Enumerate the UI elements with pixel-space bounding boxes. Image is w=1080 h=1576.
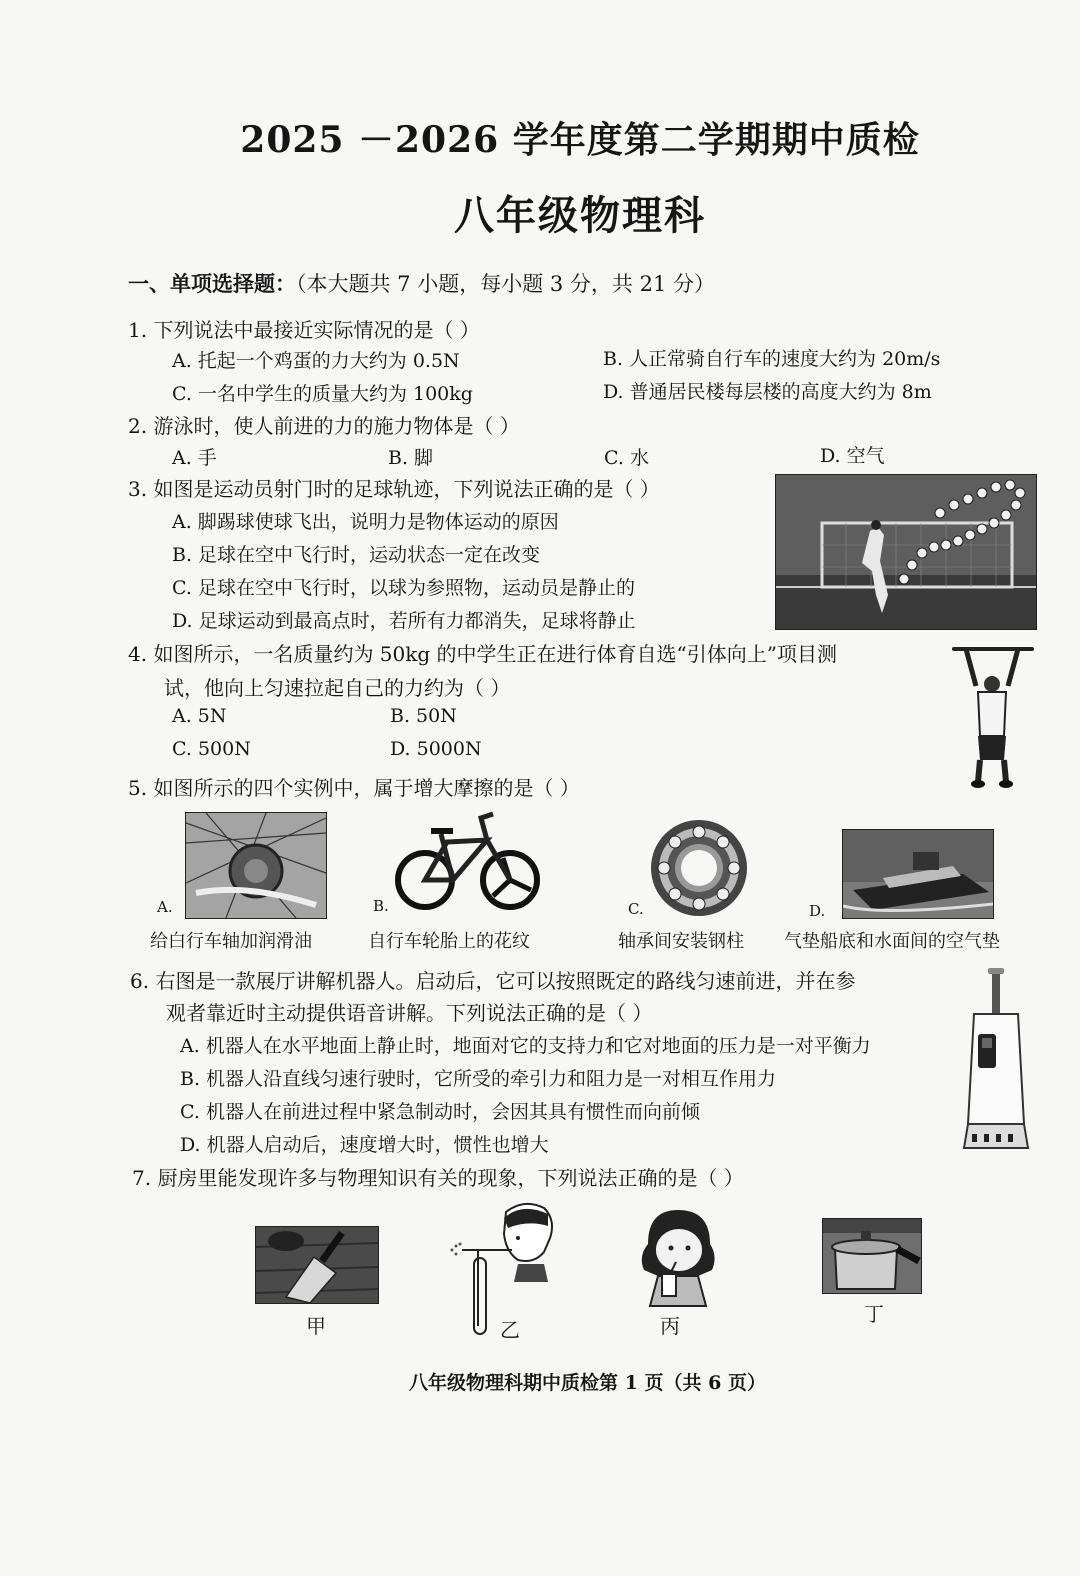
q4-stem-line2: 试，他向上匀速拉起自己的力约为（ ） — [164, 676, 511, 700]
bike-chain-photo — [185, 812, 327, 919]
section-title: 一、单项选择题： — [128, 271, 296, 296]
q4-option-d: D. 5000N — [390, 738, 482, 760]
q1-option-b: B. 人正常骑自行车的速度大约为 20m/s — [603, 348, 941, 370]
hovercraft-photo — [842, 829, 994, 919]
bicycle-image — [395, 808, 545, 920]
q6-stem-line2: 观者靠近时主动提供语音讲解。下列说法正确的是（ ） — [166, 1001, 653, 1025]
q6-option-a: A. 机器人在水平地面上静止时，地面对它的支持力和它对地面的压力是一对平衡力 — [180, 1035, 871, 1057]
pressure-cooker-photo — [822, 1218, 922, 1294]
q6-option-b: B. 机器人沿直线匀速行驶时，它所受的牵引力和阻力是一对相互作用力 — [180, 1068, 777, 1090]
football-trajectory-photo — [775, 474, 1037, 630]
q2-option-a: A. 手 — [172, 447, 217, 469]
q5-label-b: B. — [373, 897, 389, 915]
q4-option-b: B. 50N — [390, 705, 457, 727]
q7-stem: 7. 厨房里能发现许多与物理知识有关的现象，下列说法正确的是（ ） — [132, 1166, 744, 1190]
pull-up-figure — [948, 640, 1034, 790]
q5-caption-b: 自行车轮胎上的花纹 — [368, 931, 530, 952]
q5-label-c: C. — [628, 900, 644, 918]
q2-option-c: C. 水 — [604, 447, 649, 469]
q5-caption-a: 给白行车轴加润滑油 — [150, 931, 312, 952]
q5-label-d: D. — [809, 902, 826, 920]
q4-option-a: A. 5N — [172, 705, 227, 727]
q6-option-c: C. 机器人在前进过程中紧急制动时，会因其具有惯性而向前倾 — [180, 1101, 700, 1123]
guide-robot-image — [962, 964, 1036, 1156]
q1-stem: 1. 下列说法中最接近实际情况的是（ ） — [128, 318, 480, 342]
q4-stem-line1: 4. 如图所示，一名质量约为 50kg 的中学生正在进行体育自选“引体向上”项目测 — [128, 642, 837, 666]
q5-label-a: A. — [157, 898, 173, 916]
q5-caption-c: 轴承间安装钢柱 — [618, 931, 744, 952]
section-heading — [128, 268, 715, 298]
q7-label-ding: 丁 — [864, 1302, 884, 1326]
q5-stem: 5. 如图所示的四个实例中，属于增大摩擦的是（ ） — [128, 776, 580, 800]
q3-option-d: D. 足球运动到最高点时，若所有力都消失，足球将静止 — [172, 610, 636, 632]
kitchen-knife-photo — [255, 1226, 379, 1304]
q2-stem: 2. 游泳时，使人前进的力的施力物体是（ ） — [128, 414, 520, 438]
section-note: （本大题共 7 小题，每小题 3 分，共 21 分） — [296, 272, 715, 296]
bearing-image — [646, 818, 752, 918]
q1-option-d: D. 普通居民楼每层楼的高度大约为 8m — [603, 381, 932, 403]
q5-caption-d: 气垫船底和水面间的空气垫 — [784, 931, 1000, 952]
exam-title: 2025 －2026 学年度第二学期期中质检 — [240, 119, 920, 161]
q1-option-a: A. 托起一个鸡蛋的力大约为 0.5N — [172, 350, 460, 372]
q3-option-a: A. 脚踢球使球飞出，说明力是物体运动的原因 — [172, 511, 559, 533]
q7-label-yi: 乙 — [500, 1318, 520, 1342]
q1-option-c: C. 一名中学生的质量大约为 100kg — [172, 383, 473, 405]
q4-option-c: C. 500N — [172, 738, 251, 760]
q6-stem-line1: 6. 右图是一款展厅讲解机器人。启动后，它可以按照既定的路线匀速前进，并在参 — [130, 969, 856, 993]
q3-option-c: C. 足球在空中飞行时，以球为参照物，运动员是静止的 — [172, 577, 635, 599]
page-footer: 八年级物理科期中质检第 1 页（共 6 页） — [409, 1372, 766, 1394]
subject-title: 八年级物理科 — [454, 192, 706, 239]
q2-option-b: B. 脚 — [388, 447, 434, 469]
q2-option-d: D. 空气 — [820, 445, 885, 467]
q6-option-d: D. 机器人启动后，速度增大时，惯性也增大 — [180, 1134, 549, 1156]
q3-stem: 3. 如图是运动员射门时的足球轨迹，下列说法正确的是（ ） — [128, 477, 660, 501]
q7-label-jia: 甲 — [306, 1314, 326, 1338]
q3-option-b: B. 足球在空中飞行时，运动状态一定在改变 — [172, 544, 541, 566]
girl-drinking-image — [628, 1204, 728, 1308]
q7-label-bing: 丙 — [660, 1314, 680, 1338]
